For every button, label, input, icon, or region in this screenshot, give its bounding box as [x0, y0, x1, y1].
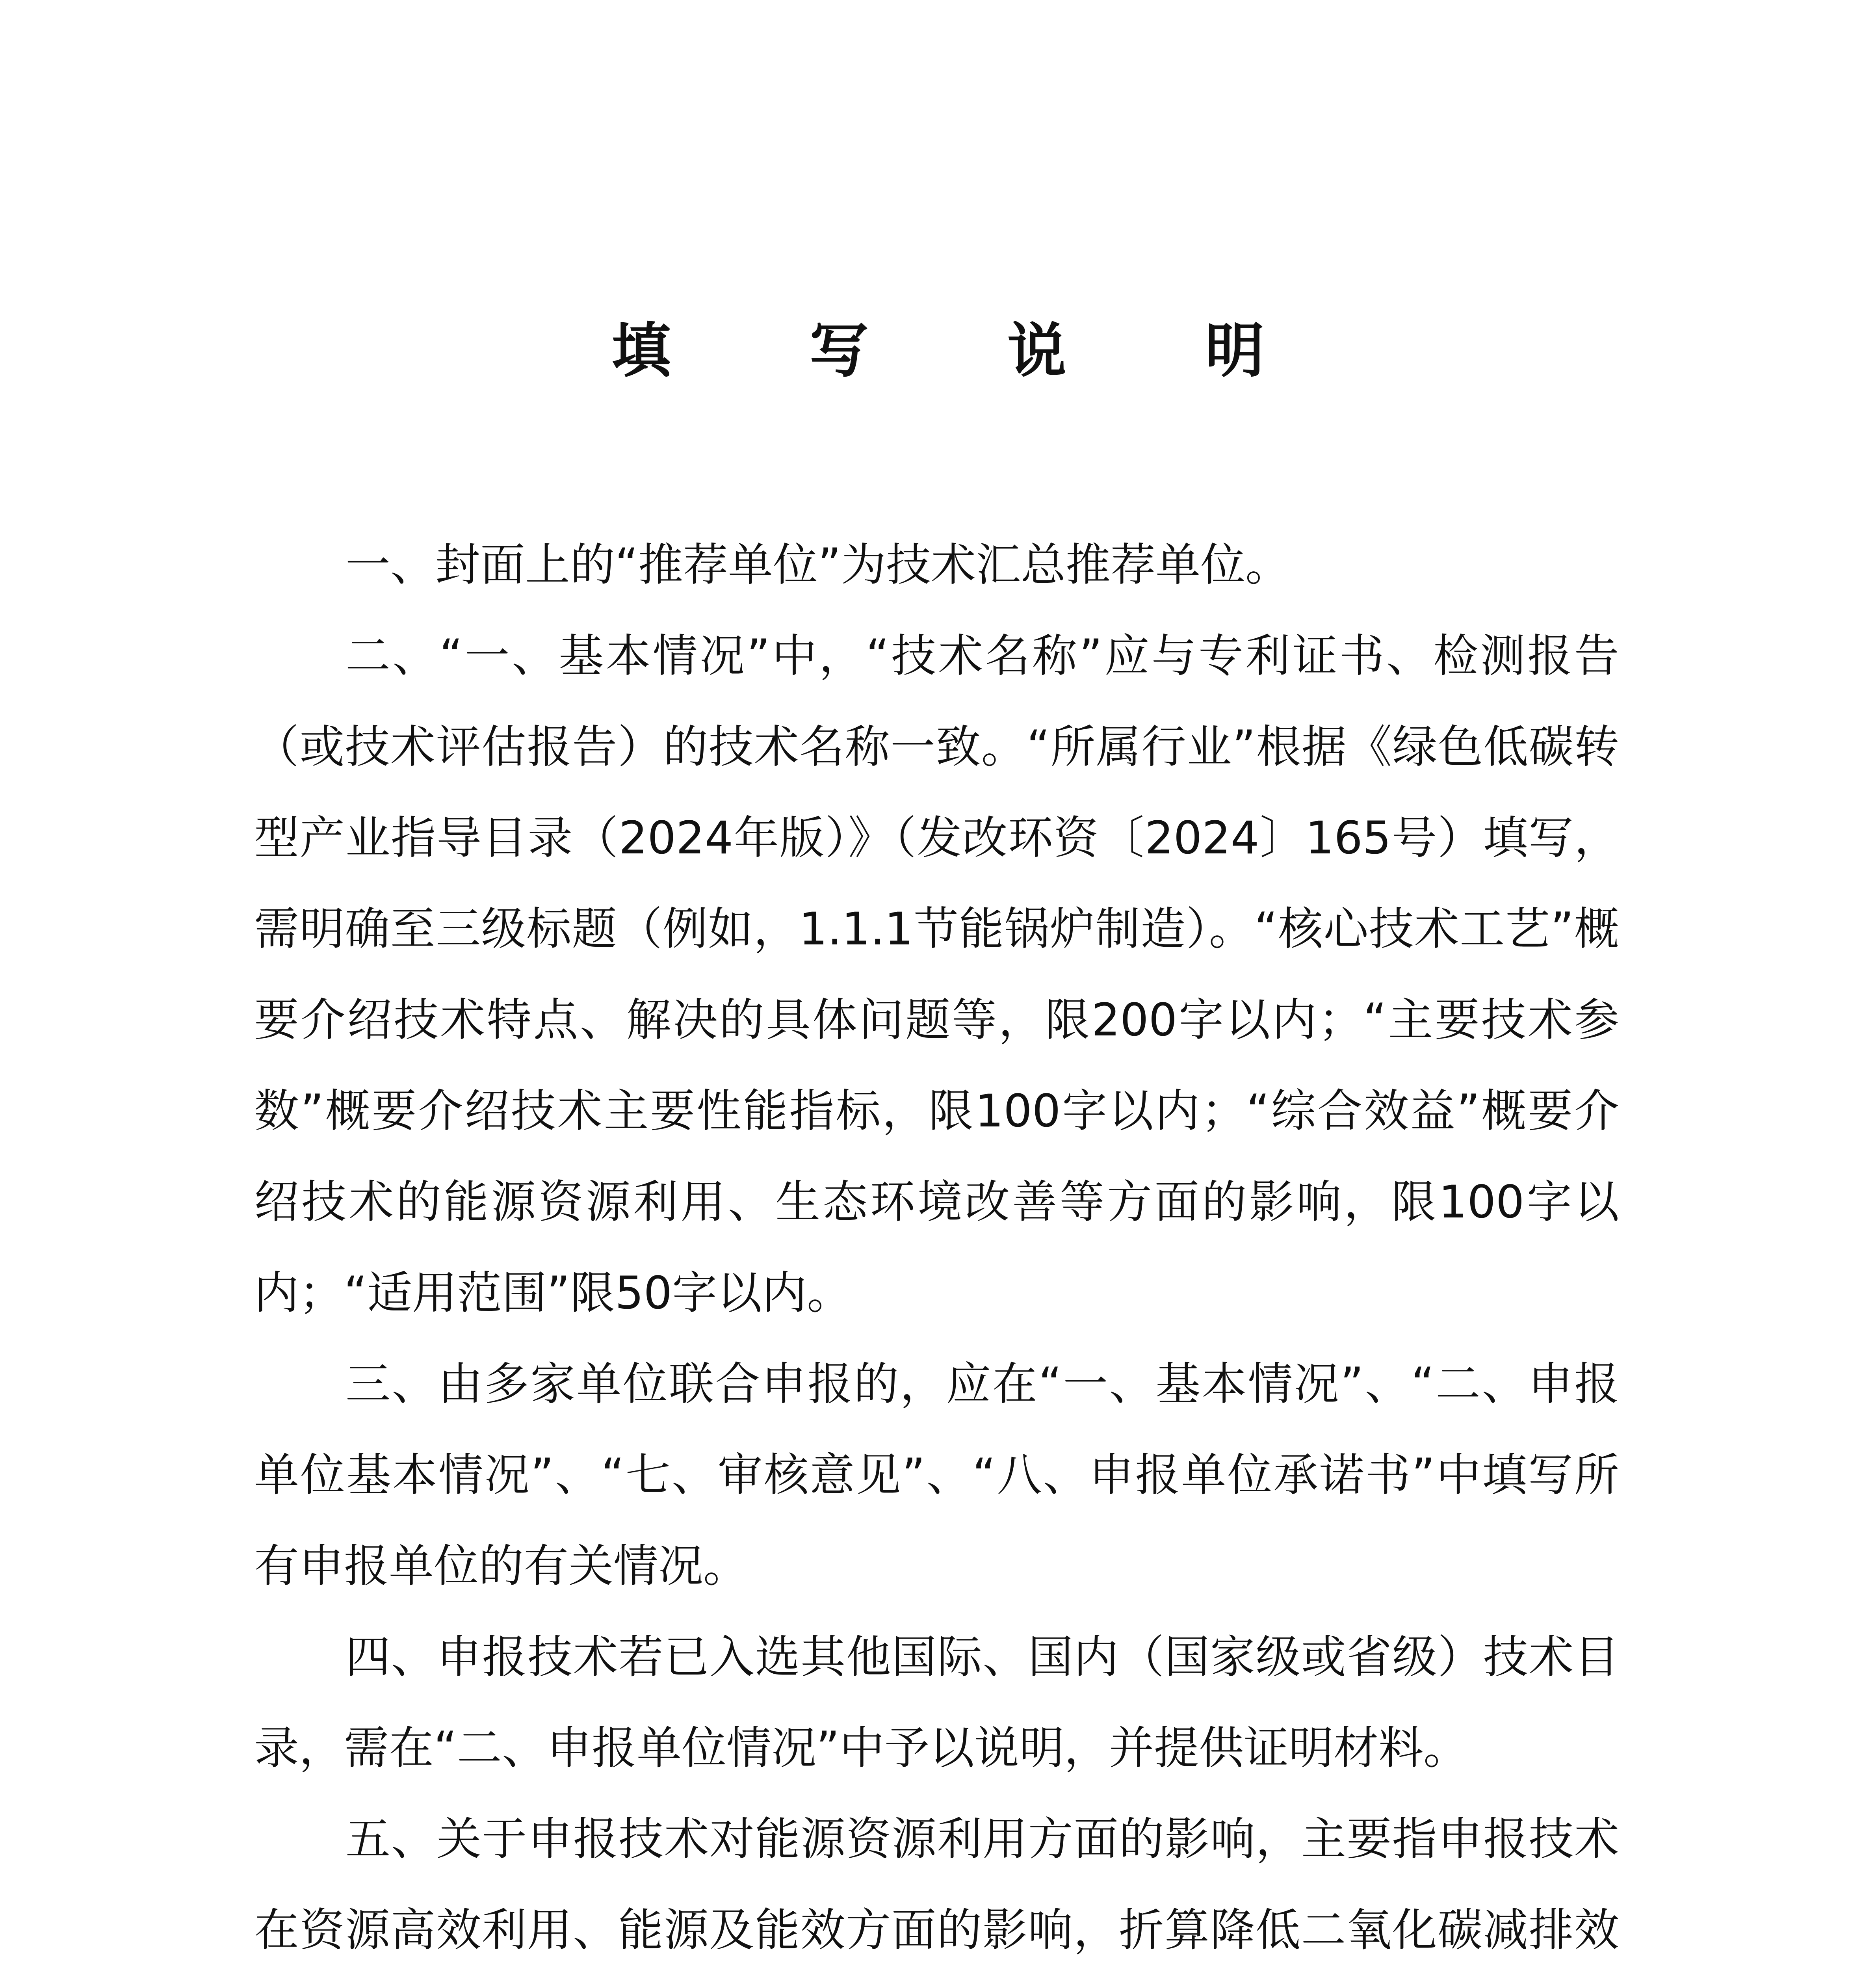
instruction-paragraph-5: 五、关于申报技术对能源资源利用方面的影响，主要指申报技术在资源高效利用、能源及能效方面的影响，折算降低二氧化碳减排效 — [254, 1813, 1619, 1956]
instruction-paragraph-2: 二、“一、基本情况”中，“技术名称”应与专利证书、检测报告（或技术评估报告）的技术名称一致。“所属行业”根据《绿色低碳转型产业指导目录（2024年版）》（发改环资〔2024〕165号）填写，需明确至三级标题（例如，1.1.1节能锅炉制造）。“核心技术工艺”概要介绍技术特点、解决的具体问题等，限200字以内；“主要技术参数”概要介绍技术主要性能指标，限100字以内；“综合效益”概要介绍技术的能源资源利用、生态环境改善等方面的影响，限100字以内；“适用范围”限50字以内。 — [254, 630, 1619, 1319]
instruction-paragraph-4: 四、申报技术若已入选其他国际、国内（国家级或省级）技术目录，需在“二、申报单位情况”中予以说明，并提供证明材料。 — [254, 1631, 1619, 1774]
document-body — [254, 519, 1619, 1970]
document-title: 填 写 说 明 — [611, 316, 1324, 385]
instruction-paragraph-3: 三、由多家单位联合申报的，应在“一、基本情况”、“二、申报单位基本情况”、“七、审核意见”、“八、申报单位承诺书”中填写所有申报单位的有关情况。 — [254, 1358, 1619, 1592]
instruction-paragraph-1: 一、封面上的“推荐单位”为技术汇总推荐单位。 — [345, 539, 1291, 591]
